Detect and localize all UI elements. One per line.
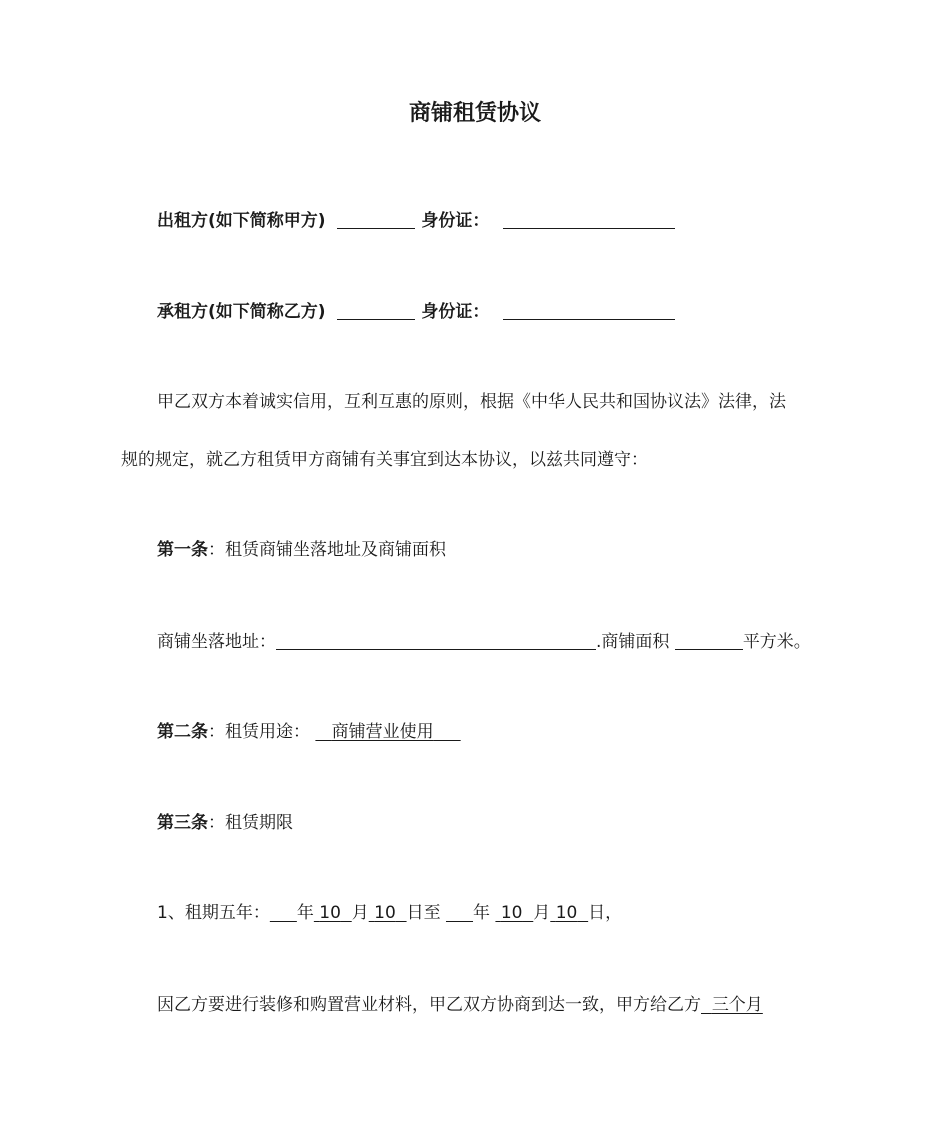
end-day-char: 日 — [588, 903, 606, 923]
article3-heading: 第三条 — [157, 813, 208, 833]
to-char: 至 — [423, 903, 441, 923]
article2-text: ：租赁用途： — [208, 722, 310, 742]
end-month-char: 月 — [533, 903, 551, 923]
start-month-char: 月 — [351, 903, 369, 923]
start-year-blank[interactable] — [270, 903, 297, 923]
lessee-id-label: 身份证： — [421, 302, 490, 322]
start-year-char: 年 — [296, 903, 314, 923]
article2-line — [157, 720, 461, 744]
article3-text: ：租赁期限 — [208, 813, 293, 833]
lessor-line — [157, 208, 675, 233]
address-blank[interactable] — [276, 629, 596, 650]
article1-text: ：租赁商铺坐落地址及商铺面积 — [208, 540, 446, 560]
lessor-name-blank[interactable] — [337, 208, 415, 229]
lessee-name-blank[interactable] — [337, 299, 415, 320]
article3-line — [157, 811, 293, 835]
lessor-id-label: 身份证： — [421, 211, 490, 231]
start-month[interactable] — [314, 903, 352, 923]
end-day-value: 10 — [555, 903, 578, 923]
lessee-line — [157, 299, 675, 324]
end-month-value: 10 — [500, 903, 523, 923]
start-month-value: 10 — [319, 903, 341, 923]
lessee-id-blank[interactable] — [503, 299, 675, 320]
intro-line-2: 规的规定，就乙方租赁甲方商铺有关事宜到达本协议，以兹共同遵守： — [121, 450, 648, 470]
address-label: 商铺坐落地址： — [157, 632, 276, 652]
lessor-id-blank[interactable] — [503, 208, 675, 229]
usage-value-text: 商铺营业使用 — [331, 722, 434, 742]
usage-value[interactable] — [315, 722, 460, 742]
area-blank[interactable] — [675, 629, 743, 650]
article1-heading: 第一条 — [157, 540, 208, 560]
term-end-punct: ， — [605, 903, 623, 923]
lessee-label: 承租方(如下简称乙方) — [157, 302, 326, 322]
area-unit: 平方米。 — [742, 632, 811, 652]
lessor-label: 出租方(如下简称甲方) — [157, 211, 326, 231]
renovation-text: 因乙方要进行装修和购置营业材料，甲乙双方协商到达一致，甲方给乙方 — [157, 995, 701, 1015]
end-year-blank[interactable] — [446, 903, 473, 923]
end-day[interactable] — [550, 903, 588, 923]
document-title: 商铺租赁协议 — [408, 101, 541, 126]
start-day[interactable] — [369, 903, 407, 923]
end-month[interactable] — [495, 903, 533, 923]
start-day-char: 日 — [406, 903, 424, 923]
area-label: .商铺面积 — [596, 632, 670, 652]
renovation-line — [157, 993, 763, 1017]
term-line — [157, 901, 622, 925]
address-line — [157, 629, 811, 654]
term-prefix: 1、租期五年： — [157, 903, 270, 923]
renovation-period-value: 三个月 — [711, 995, 763, 1015]
end-year-char: 年 — [473, 903, 491, 923]
article1-line — [157, 538, 446, 562]
intro-line-1: 甲乙双方本着诚实信用，互利互惠的原则，根据《中华人民共和国协议法》法律，法 — [157, 392, 786, 412]
renovation-period[interactable] — [701, 995, 763, 1015]
start-day-value: 10 — [374, 903, 396, 923]
article2-heading: 第二条 — [157, 722, 208, 742]
